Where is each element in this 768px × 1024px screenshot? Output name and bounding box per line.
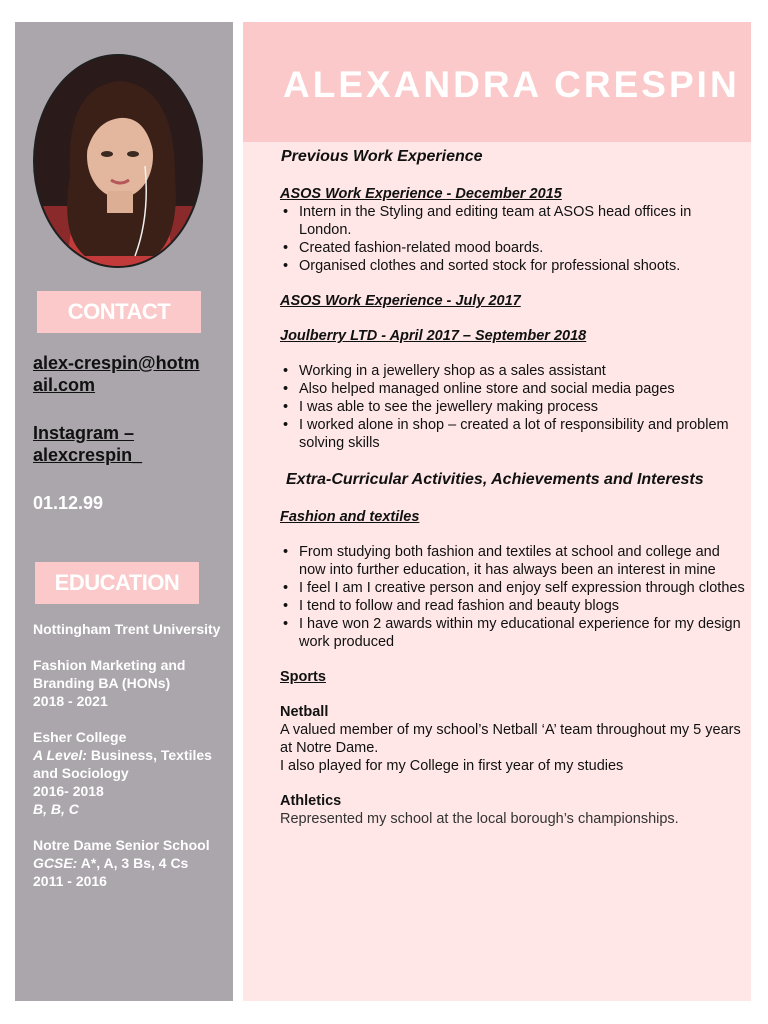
education-years: 2016- 2018	[33, 783, 104, 799]
contact-details	[33, 352, 233, 514]
fashion-title: Fashion and textiles	[280, 509, 420, 525]
sports-title: Sports	[280, 669, 326, 685]
education-institution: Esher College	[33, 729, 127, 745]
experience-title: Previous Work Experience	[281, 148, 483, 165]
netball-text: I also played for my College in first year of my studies	[280, 758, 624, 774]
education-heading	[35, 562, 199, 604]
education-entry	[33, 620, 233, 638]
contact-heading-label: CONTACT	[67, 299, 171, 324]
education-grades: A*, A, 3 Bs, 4 Cs	[77, 855, 189, 871]
list-item: • Created fashion-related mood boards.	[280, 239, 745, 257]
netball-title: Netball	[280, 704, 329, 720]
education-subjects: Business, Textiles and Sociology	[33, 747, 212, 781]
name-banner	[243, 22, 751, 142]
athletics-title: Athletics	[280, 793, 342, 809]
education-heading-label: EDUCATION	[54, 570, 180, 595]
main-content	[243, 22, 751, 1001]
education-entry	[33, 656, 233, 710]
education-list	[33, 620, 233, 908]
job-title: Joulberry LTD - April 2017 – September 2018	[280, 328, 587, 344]
activities-title: Extra-Curricular Activities, Achievements and Interests	[286, 471, 704, 488]
portrait-photo-icon	[35, 56, 203, 268]
date-of-birth: 01.12.99	[33, 493, 104, 513]
list-item: • I have won 2 awards within my educational experience for my design work produced	[280, 615, 745, 651]
instagram-link[interactable]: Instagram – alexcrespin_	[33, 423, 143, 465]
list-item: • I worked alone in shop – created a lot of responsibility and problem solving skills	[280, 416, 745, 452]
athletics-text: Represented my school at the local borough’s championships.	[280, 811, 679, 827]
job-bullets	[280, 362, 745, 452]
education-level: GCSE:	[33, 855, 78, 871]
education-course: Fashion Marketing and Branding BA (HONs)	[33, 657, 186, 691]
fashion-bullets	[280, 543, 745, 651]
list-item: • I tend to follow and read fashion and beauty blogs	[280, 597, 745, 615]
contact-heading	[37, 291, 201, 333]
list-item: • Also helped managed online store and social media pages	[280, 380, 745, 398]
resume-body	[280, 148, 745, 828]
list-item: • Intern in the Styling and editing team at ASOS head offices in London.	[280, 203, 745, 239]
education-grades: B, B, C	[33, 801, 79, 817]
list-item: • I was able to see the jewellery making process	[280, 398, 745, 416]
list-item: • Working in a jewellery shop as a sales assistant	[280, 362, 745, 380]
email-link[interactable]: alex-crespin@hotmail.com	[33, 353, 200, 395]
education-entry	[33, 836, 233, 890]
candidate-name: ALEXANDRA CRESPIN	[283, 64, 740, 105]
education-years: 2018 - 2021	[33, 693, 108, 709]
education-level: A Level:	[33, 747, 87, 763]
portrait-photo	[33, 54, 203, 268]
job-title: ASOS Work Experience - July 2017	[280, 293, 521, 309]
job-bullets	[280, 203, 745, 275]
list-item: • I feel I am I creative person and enjoy self expression through clothes	[280, 579, 745, 597]
education-institution: Notre Dame Senior School	[33, 837, 210, 853]
education-years: 2011 - 2016	[33, 873, 107, 889]
sidebar	[15, 22, 233, 1001]
education-institution: Nottingham Trent University	[33, 621, 221, 637]
job-title: ASOS Work Experience - December 2015	[280, 186, 562, 202]
list-item: • From studying both fashion and textiles at school and college and now into further education, it has always been an interest in mine	[280, 543, 745, 579]
education-entry	[33, 728, 233, 818]
netball-text: A valued member of my school’s Netball ‘A’ team throughout my 5 years at Notre Dame.	[280, 722, 741, 756]
list-item: • Organised clothes and sorted stock for professional shoots.	[280, 257, 745, 275]
